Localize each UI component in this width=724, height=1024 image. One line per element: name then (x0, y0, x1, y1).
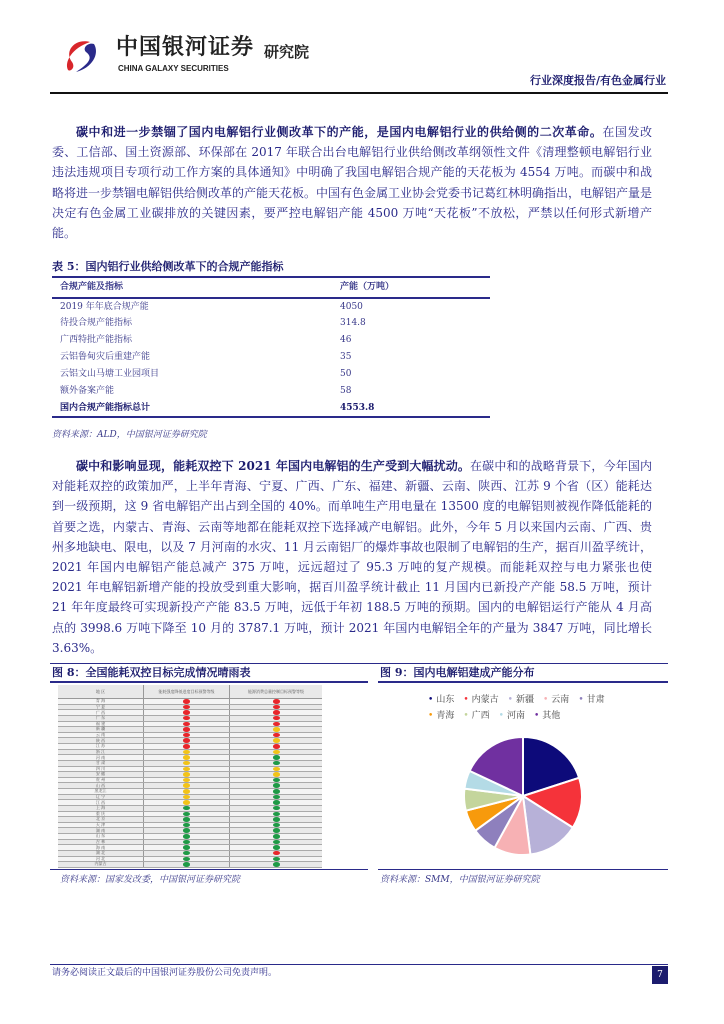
column-header: 能耗强度降低进度目标预警等级 (144, 685, 230, 698)
figure-source: 资料来源：SMM，中国银河证券研究院 (380, 875, 540, 885)
galaxy-logo-icon (64, 38, 100, 74)
table-header-row (52, 277, 490, 298)
intensity-warning-cell (144, 727, 230, 732)
intensity-warning-cell (144, 823, 230, 828)
intensity-warning-dot-icon (183, 699, 190, 704)
region-name: 新 疆 (58, 727, 144, 732)
total-warning-cell (230, 823, 322, 828)
indicator-name: 广西特批产能指标 (60, 335, 133, 345)
intensity-warning-dot-icon (183, 834, 190, 839)
legend-dot-icon: • (428, 695, 434, 705)
total-warning-cell (230, 705, 322, 710)
intensity-warning-dot-icon (183, 828, 190, 833)
table-row (52, 349, 490, 366)
total-warning-dot-icon (273, 705, 280, 710)
legend-dot-icon: • (463, 695, 469, 705)
figure-divider (50, 663, 668, 664)
legend-dot-icon: • (578, 695, 584, 705)
legend-label: 云南 (551, 695, 570, 705)
total-warning-cell (230, 699, 322, 704)
figure-title: 图 8：全国能耗双控目标完成情况晴雨表 (52, 666, 251, 679)
intensity-warning-cell (144, 806, 230, 811)
total-warning-dot-icon (273, 828, 280, 833)
intensity-warning-dot-icon (183, 800, 190, 805)
total-warning-dot-icon (273, 834, 280, 839)
company-logo (52, 34, 322, 78)
total-warning-dot-icon (273, 806, 280, 811)
legend-dot-icon: • (542, 695, 549, 705)
intensity-warning-cell (144, 800, 230, 805)
total-warning-dot-icon (273, 862, 280, 867)
indicator-name: 待投合规产能指标 (60, 318, 133, 328)
pie-legend (428, 692, 664, 724)
legend-dot-icon: • (533, 711, 540, 721)
figure-rule (378, 869, 668, 870)
region-name: 上 海 (58, 806, 144, 811)
intensity-warning-dot-icon (183, 817, 190, 822)
intensity-warning-cell (144, 783, 230, 788)
table-row (52, 383, 490, 400)
region-name: 甘 肃 (58, 761, 144, 766)
total-warning-dot-icon (273, 761, 280, 766)
intensity-warning-dot-icon (183, 851, 190, 856)
total-warning-dot-icon (273, 783, 280, 788)
region-name: 河 南 (58, 755, 144, 760)
region-name: 北 京 (58, 817, 144, 822)
region-row (58, 862, 322, 868)
indicator-name: 云铝鲁甸灾后重建产能 (60, 352, 151, 362)
logo-name-en: CHINA GALAXY SECURITIES (118, 64, 229, 73)
region-name: 辽 宁 (58, 795, 144, 800)
figure-rule (378, 681, 668, 683)
region-name: 浙 江 (58, 750, 144, 755)
table-title: 表 5：国内铝行业供给侧改革下的合规产能指标 (52, 260, 284, 273)
figure-9 (378, 666, 668, 683)
total-warning-dot-icon (273, 778, 280, 783)
region-name: 海 南 (58, 845, 144, 850)
intensity-warning-cell (144, 761, 230, 766)
table-row (52, 366, 490, 383)
total-warning-cell (230, 840, 322, 845)
region-name: 贵 州 (58, 778, 144, 783)
total-warning-cell (230, 761, 322, 766)
indicator-name: 国内合规产能指标总计 (60, 402, 151, 413)
indicator-name: 2019 年年底合规产能 (60, 301, 149, 312)
intensity-warning-cell (144, 840, 230, 845)
total-warning-dot-icon (273, 840, 280, 845)
paragraph-lead: 碳中和进一步禁锢了国内电解铝行业侧改革下的产能，是国内电解铝行业的供给侧的二次革命。 (76, 125, 603, 139)
intensity-warning-dot-icon (183, 750, 190, 755)
total-warning-dot-icon (273, 755, 280, 760)
total-warning-cell (230, 750, 322, 755)
region-name: 宁 夏 (58, 705, 144, 710)
region-name: 湖 南 (58, 828, 144, 833)
document-category: 行业深度报告/有色金属行业 (529, 74, 666, 87)
region-name: 江 西 (58, 800, 144, 805)
intensity-warning-cell (144, 817, 230, 822)
intensity-warning-cell (144, 862, 230, 867)
total-warning-cell (230, 733, 322, 738)
legend-item (463, 692, 498, 708)
legend-dot-icon: • (463, 711, 469, 721)
intensity-warning-cell (144, 710, 230, 715)
total-warning-dot-icon (273, 716, 280, 721)
intensity-warning-dot-icon (183, 862, 190, 867)
total-warning-dot-icon (273, 710, 280, 715)
total-warning-cell (230, 767, 322, 772)
total-warning-dot-icon (273, 699, 280, 704)
figure-rule (50, 869, 368, 870)
total-warning-cell (230, 772, 322, 777)
region-name: 吉 林 (58, 840, 144, 845)
total-warning-dot-icon (273, 795, 280, 800)
legend-item (508, 692, 534, 708)
intensity-warning-cell (144, 755, 230, 760)
capacity-value: 35 (340, 352, 352, 362)
header-divider (50, 92, 668, 94)
paragraph-capacity-ceiling (52, 122, 652, 243)
intensity-warning-dot-icon (183, 857, 190, 862)
total-warning-cell (230, 834, 322, 839)
indicator-name: 云铝文山马塘工业园项目 (60, 369, 160, 379)
legend-label: 青海 (436, 711, 455, 721)
region-name: 重 庆 (58, 812, 144, 817)
legend-dot-icon: • (428, 711, 434, 721)
intensity-warning-cell (144, 778, 230, 783)
total-warning-dot-icon (273, 772, 280, 777)
intensity-warning-cell (144, 733, 230, 738)
capacity-value: 50 (340, 369, 352, 379)
intensity-warning-dot-icon (183, 733, 190, 738)
intensity-warning-cell (144, 722, 230, 727)
intensity-warning-cell (144, 812, 230, 817)
intensity-warning-cell (144, 705, 230, 710)
intensity-warning-cell (144, 795, 230, 800)
legend-label: 内蒙古 (471, 695, 499, 705)
intensity-warning-dot-icon (183, 772, 190, 777)
intensity-warning-dot-icon (183, 727, 190, 732)
legend-label: 山东 (436, 695, 455, 705)
table-row (52, 315, 490, 332)
column-header: 能源消费总量控制目标预警等级 (248, 688, 304, 694)
total-warning-dot-icon (273, 789, 280, 794)
region-name: 山 西 (58, 783, 144, 788)
region-name: 安 徽 (58, 772, 144, 777)
intensity-warning-cell (144, 851, 230, 856)
total-warning-dot-icon (273, 738, 280, 743)
total-warning-cell (230, 778, 322, 783)
table-total-row (52, 400, 490, 417)
barometer-header (58, 685, 322, 699)
intensity-warning-dot-icon (183, 812, 190, 817)
table-row (52, 298, 490, 315)
legend-label: 甘肃 (586, 695, 605, 705)
total-warning-dot-icon (273, 722, 280, 727)
total-warning-cell (230, 789, 322, 794)
legend-label: 广西 (471, 711, 490, 721)
region-name: 福 建 (58, 722, 144, 727)
intensity-warning-cell (144, 834, 230, 839)
total-warning-cell (230, 710, 322, 715)
total-warning-dot-icon (273, 767, 280, 772)
intensity-warning-dot-icon (183, 789, 190, 794)
total-warning-cell (230, 851, 322, 856)
total-warning-cell (230, 783, 322, 788)
intensity-warning-dot-icon (183, 755, 190, 760)
intensity-warning-cell (144, 772, 230, 777)
compliance-capacity-table (52, 276, 490, 418)
region-name: 天 津 (58, 823, 144, 828)
intensity-warning-cell (144, 699, 230, 704)
legend-item (428, 692, 454, 708)
total-warning-dot-icon (273, 823, 280, 828)
total-warning-cell (230, 755, 322, 760)
region-name: 陕 西 (58, 738, 144, 743)
total-warning-cell (230, 722, 322, 727)
energy-control-barometer-table (58, 685, 322, 868)
total-warning-dot-icon (273, 727, 280, 732)
paragraph-body: 在国发改委、工信部、国土资源部、环保部在 2017 年联合出台电解铝行业供给侧改革纲领性文件《清理整顿电解铝行业违法违规项目专项行动工作方案的具体通知》中明确了我国电解铝合规产能的天花板为 4554 万吨。而碳中和战略将进一步禁锢电解铝供给侧改革的产能天花板。中国有色金属工业协会党委书记葛红林明确指出，电解铝产量是决定有色金属工业碳排放的关键因素，要严控电解铝产能 4500 万吨“天花板”不放松，严禁以任何形式新增产能。 (52, 125, 653, 241)
intensity-warning-cell (144, 857, 230, 862)
legend-dot-icon: • (498, 711, 504, 721)
intensity-warning-dot-icon (183, 795, 190, 800)
region-name: 广 西 (58, 710, 144, 715)
intensity-warning-dot-icon (183, 823, 190, 828)
total-warning-dot-icon (273, 800, 280, 805)
footer-divider (50, 964, 668, 965)
total-warning-dot-icon (273, 817, 280, 822)
region-name: 四 川 (58, 767, 144, 772)
region-name: 广 东 (58, 716, 144, 721)
total-warning-cell (230, 744, 322, 749)
total-warning-dot-icon (273, 733, 280, 738)
total-warning-cell (230, 800, 322, 805)
total-warning-cell (230, 738, 322, 743)
total-warning-cell (230, 845, 322, 850)
intensity-warning-dot-icon (183, 716, 190, 721)
capacity-value: 58 (340, 386, 352, 396)
legend-item (543, 692, 569, 708)
intensity-warning-dot-icon (183, 783, 190, 788)
region-name: 湖 北 (58, 851, 144, 856)
figure-source: 资料来源：国家发改委，中国银河证券研究院 (60, 875, 241, 885)
logo-name-cn: 中国银河证券 (116, 35, 255, 60)
intensity-warning-cell (144, 767, 230, 772)
total-warning-dot-icon (273, 744, 280, 749)
region-name: 山 东 (58, 834, 144, 839)
legend-label: 其他 (542, 711, 561, 721)
total-warning-cell (230, 716, 322, 721)
column-header: 地 区 (58, 685, 144, 698)
paragraph-body: 在碳中和的战略背景下，今年国内对能耗双控的政策加严，上半年青海、宁夏、广西、广东、福建、新疆、云南、陕西、江苏 9 个省（区）能耗达到一级预期，这 9 省电解铝产出占到全国的 40%。而单吨生产用电量在 13500 度的电解铝则被视作降低能耗的首要之选，内蒙古、青海、云南等地都在能耗双控下选择减产电解铝。此外，今年 5 月以来国内云南、广西、贵州多地缺电、限电，以及 7 月河南的水灾、11 月云南铝厂的爆炸事故也限制了电解铝的生产，据百川盈孚统计，2021 年国内电解铝产能总减产 375 万吨，远远超过了 95.3 万吨的复产规模。而能耗双控与电力紧张也使 2021 年电解铝新增产能的投放受到重大影响，据百川盈孚统计截止 11 月国内已新投产产能 58.5 万吨，预计 21 年年度最终可实现新投产产能 83.5 万吨，远低于年初 188.5 万吨的预期。国内的电解铝运行产能从 4 月高点的 3998.6 万吨下降至 10 月的 3787.1 万吨，预计 2021 年国内电解铝全年的产量为 3847 万吨，同比增长 3.63%。 (52, 459, 652, 655)
column-header: 合规产能及指标 (52, 277, 332, 298)
region-name: 河 北 (58, 857, 144, 862)
table-source: 资料来源：ALD，中国银河证券研究院 (52, 430, 207, 440)
region-name: 黑龙江 (58, 789, 144, 794)
indicator-name: 额外备案产能 (60, 386, 115, 396)
figure-8 (50, 666, 368, 683)
region-name: 江 苏 (58, 744, 144, 749)
capacity-value: 4553.8 (340, 402, 375, 413)
intensity-warning-dot-icon (183, 761, 190, 766)
intensity-warning-cell (144, 716, 230, 721)
intensity-warning-dot-icon (183, 722, 190, 727)
total-warning-cell (230, 727, 322, 732)
legend-item (578, 692, 604, 708)
column-header: 产能（万吨） (332, 277, 490, 298)
total-warning-cell (230, 812, 322, 817)
logo-institute: 研究院 (264, 43, 310, 61)
intensity-warning-cell (144, 845, 230, 850)
intensity-warning-dot-icon (183, 845, 190, 850)
total-warning-cell (230, 828, 322, 833)
total-warning-dot-icon (273, 845, 280, 850)
intensity-warning-dot-icon (183, 710, 190, 715)
capacity-value: 4050 (340, 301, 363, 312)
region-name: 青 海 (58, 699, 144, 704)
page-number: 7 (652, 966, 668, 984)
total-warning-dot-icon (273, 812, 280, 817)
legend-dot-icon: • (507, 695, 513, 705)
figure-rule (50, 681, 368, 683)
disclaimer-notice: 请务必阅读正文最后的中国银河证券股份公司免责声明。 (52, 968, 278, 978)
capacity-value: 314.8 (340, 318, 366, 328)
total-warning-dot-icon (273, 750, 280, 755)
intensity-warning-dot-icon (183, 738, 190, 743)
region-name: 云 南 (58, 733, 144, 738)
intensity-warning-cell (144, 789, 230, 794)
paragraph-lead: 碳中和影响显现，能耗双控下 2021 年国内电解铝的生产受到大幅扰动。 (76, 459, 471, 473)
intensity-warning-dot-icon (183, 705, 190, 710)
intensity-warning-dot-icon (183, 767, 190, 772)
capacity-value: 46 (340, 335, 352, 345)
intensity-warning-dot-icon (183, 744, 190, 749)
capacity-pie-chart (440, 722, 610, 868)
figure-title: 图 9：国内电解铝建成产能分布 (380, 666, 535, 679)
legend-label: 河南 (506, 711, 525, 721)
total-warning-cell (230, 806, 322, 811)
total-warning-cell (230, 857, 322, 862)
intensity-warning-cell (144, 744, 230, 749)
intensity-warning-dot-icon (183, 778, 190, 783)
total-warning-dot-icon (273, 857, 280, 862)
region-name: 内蒙古 (58, 862, 144, 867)
intensity-warning-cell (144, 828, 230, 833)
total-warning-cell (230, 795, 322, 800)
intensity-warning-cell (144, 738, 230, 743)
intensity-warning-dot-icon (183, 806, 190, 811)
table-row (52, 332, 490, 349)
total-warning-cell (230, 862, 322, 867)
total-warning-cell (230, 817, 322, 822)
intensity-warning-cell (144, 750, 230, 755)
legend-label: 新疆 (515, 695, 534, 705)
paragraph-energy-control (52, 456, 652, 658)
total-warning-dot-icon (273, 851, 280, 856)
intensity-warning-dot-icon (183, 840, 190, 845)
